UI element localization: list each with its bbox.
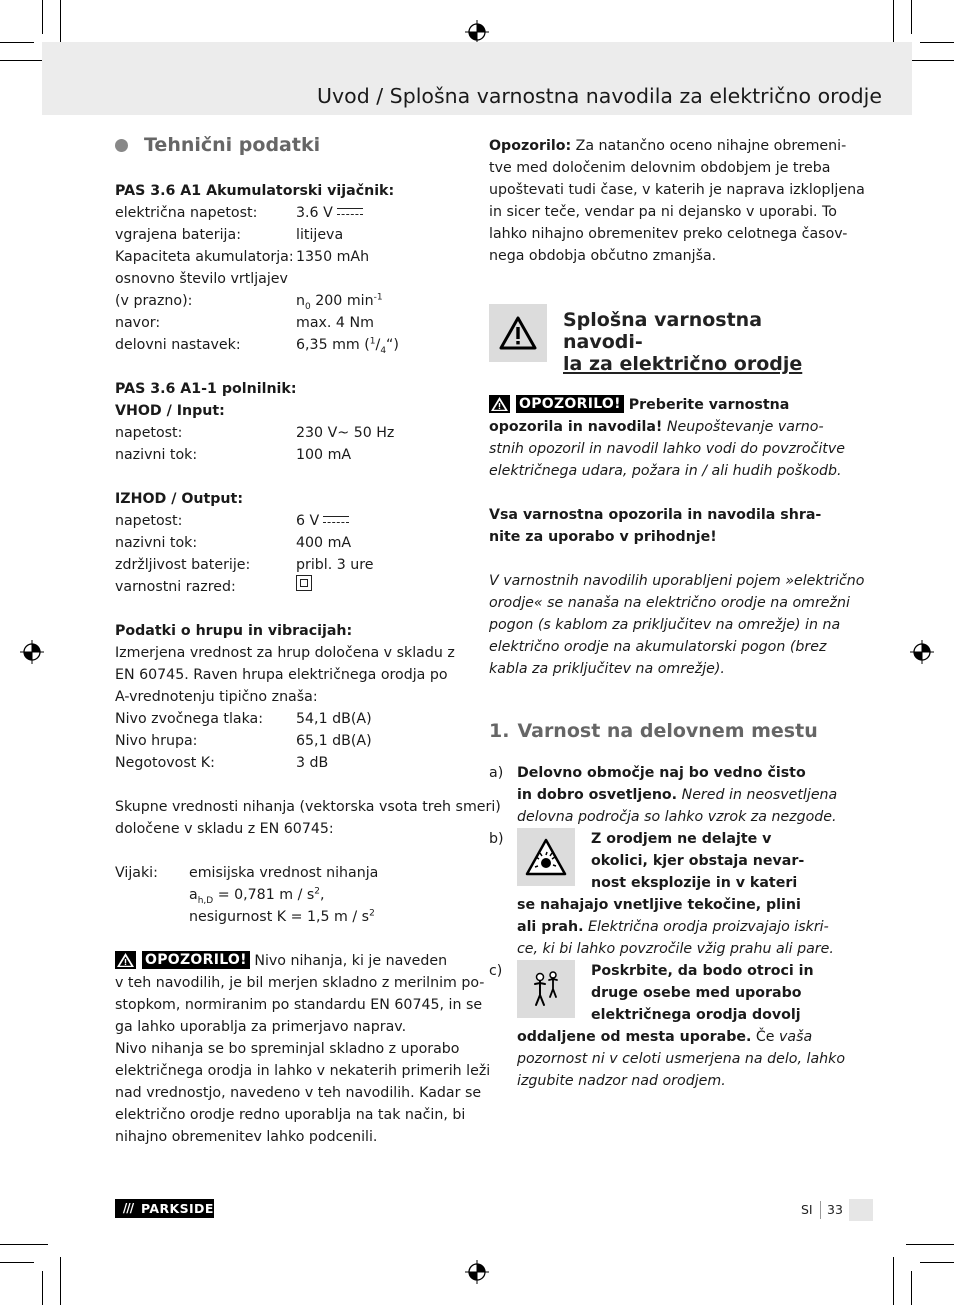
paragraph-line: ga lahko uporablja za primerjavo naprav. xyxy=(115,1019,407,1035)
paragraph-line: upoštevati tudi čase, v katerih je naprava izklopljena xyxy=(489,182,865,198)
dc-current-icon xyxy=(323,515,349,524)
paragraph-line: Nivo nihanja se bo spreminjal skladno z uporabo xyxy=(115,1041,460,1057)
input-heading: VHOD / Input: xyxy=(115,403,225,419)
spec-row: električna napetost: 3.6 V xyxy=(115,202,470,224)
crop-mark xyxy=(911,1271,912,1305)
spec-row: delovni nastavek: 6,35 mm $(^1/_4“)$ xyxy=(115,334,470,356)
right-column xyxy=(489,135,865,1092)
warning-triangle-icon xyxy=(115,951,136,969)
protection-class-ii-icon xyxy=(296,575,312,591)
divider xyxy=(820,1201,821,1219)
spec-row: napetost: 6 V xyxy=(115,510,470,532)
spec-row: Nivo hrupa: 65,1 dB(A) xyxy=(115,733,372,749)
keep-away-children-icon xyxy=(517,960,575,1018)
noise-heading: Podatki o hrupu in vibracijah: xyxy=(115,623,353,639)
spec-row: Negotovost K: 3 dB xyxy=(115,755,329,771)
paragraph-line: in sicer teče, vendar pa ni dejansko v uporabi. To xyxy=(489,204,837,220)
paragraph-line: EN 60745. Raven hrupa električnega orodja po xyxy=(115,667,448,683)
paragraph-line: V varnostnih navodilih uporabljeni pojem »električno xyxy=(489,573,865,589)
warning-paragraph: OPOZORILO! Preberite varnostna xyxy=(489,394,841,416)
list-item-body: Poskrbite, da bodo otroci in druge osebe med uporabo električnega orodja dovolj oddaljene od mesta uporabe. Če vaša pozornost ni v celoti usmerjena na delo, lahko izgubite nadzor nad orodjem. xyxy=(517,960,845,1092)
spec-value: $n_0$ 200 $\min^{-1}$ xyxy=(296,292,383,312)
paragraph-line: stopkom, normiranim po standardu EN 60745, in se xyxy=(115,997,483,1013)
warning-triangle-icon xyxy=(489,304,547,362)
crop-mark xyxy=(920,1262,954,1263)
warning-tag: OPOZORILO! xyxy=(489,395,624,413)
spec-row: zdržljivost baterije: pribl. 3 ure xyxy=(115,557,374,573)
list-item: b) Z orodjem ne delajte v okolici, kjer obstaja nevar- nost eksplozije in v kateri se nahajajo vnetljive tekočine, plini ali prah. Električna orodja proizvajajo iskri- ce, ki bi lahko povzročile vžig prahu ali pare. xyxy=(489,828,841,960)
output-heading: IZHOD / Output: xyxy=(115,491,243,507)
spec-row: vgrajena baterija: litijeva xyxy=(115,227,344,243)
paragraph-line: električnega orodja in lahko v nekaterih primerih leži xyxy=(115,1063,491,1079)
list-item: c) Poskrbite, da bodo otroci in druge osebe med uporabo električnega orodja dovolj oddaljene od mesta uporabe. Če vaša pozornost ni v celoti usmerjena na delo, lahko izgubite nadzor nad orodjem. xyxy=(489,960,841,1092)
paragraph-line: električno orodje na akumulatorski pogon (brez xyxy=(489,639,827,655)
paragraph-line: nega obdobja občutno zmanjša. xyxy=(489,248,717,264)
crop-mark xyxy=(0,1262,34,1263)
spec-row: nazivni tok: 100 mA xyxy=(115,447,352,463)
spec-row: varnostni razred: xyxy=(115,576,470,598)
parkside-logo: /// PARKSIDE xyxy=(115,1199,214,1218)
crop-mark xyxy=(906,1244,954,1245)
crop-mark xyxy=(0,60,48,61)
spec-label: osnovno število vrtljajev xyxy=(115,271,288,287)
paragraph-line: tve med določenim delovnim obdobjem je treba xyxy=(489,160,831,176)
bullet-icon xyxy=(115,139,128,152)
paragraph-line: električno orodje redno uporablja na tak način, bi xyxy=(115,1107,466,1123)
paragraph-line: določene v skladu z EN 60745: xyxy=(115,821,334,837)
registration-mark-icon xyxy=(910,640,934,664)
paragraph-line: opozorila in navodila! Neupoštevanje varno- xyxy=(489,419,824,435)
page-number: 33 xyxy=(827,1202,843,1217)
paragraph-line: električnega udara, požara in / ali hudih poškodb. xyxy=(489,463,842,479)
section-heading-workplace-safety: 1. Varnost na delovnem mestu xyxy=(489,720,818,742)
paragraph-line: nite za uporabo v prihodnje! xyxy=(489,529,717,545)
section-title-technical-data: Tehnični podatki xyxy=(144,134,321,156)
spec-row: navor: max. 4 Nm xyxy=(115,315,374,331)
crop-mark xyxy=(42,1271,43,1305)
note-paragraph: Opozorilo: Za natančno oceno nihajne obremeni- xyxy=(489,138,847,154)
explosion-hazard-icon xyxy=(517,828,575,886)
dc-current-icon xyxy=(337,207,363,216)
crop-mark xyxy=(0,42,34,43)
crop-mark xyxy=(60,0,61,48)
paragraph-line: Skupne vrednosti nihanja (vektorska vsota treh smeri) xyxy=(115,799,501,815)
crop-mark xyxy=(911,0,912,34)
language-code: SI xyxy=(801,1202,813,1217)
paragraph-line: orodje« se nanaša na električno orodje na omrežni xyxy=(489,595,850,611)
spec-value: 6 V xyxy=(296,510,349,532)
warning-tag: OPOZORILO! xyxy=(115,951,250,969)
registration-mark-icon xyxy=(20,640,44,664)
list-item-body: Z orodjem ne delajte v okolici, kjer obstaja nevar- nost eksplozije in v kateri se nahajajo vnetljive tekočine, plini ali prah. Električna orodja proizvajajo iskri- ce, ki bi lahko povzročile vžig prahu ali pare. xyxy=(517,828,834,960)
crop-mark xyxy=(0,1244,48,1245)
page-number-box xyxy=(849,1199,873,1221)
safety-section-header xyxy=(489,304,841,375)
section-heading xyxy=(115,132,470,158)
vibration-row: Vijaki: emisijska vrednost nihanja xyxy=(115,865,379,881)
spec-row: Nivo zvočnega tlaka: 54,1 dB(A) xyxy=(115,711,372,727)
paragraph-line: A-vrednotenju tipično znaša: xyxy=(115,689,318,705)
spec-row: napetost: 230 V~ 50 Hz xyxy=(115,425,395,441)
vibration-value: $a_{h,D} = 0,781$ m / $s^2$, xyxy=(189,886,325,906)
drill-heading: PAS 3.6 A1 Akumulatorski vijačnik: xyxy=(115,183,395,199)
crop-mark xyxy=(60,1257,61,1305)
paragraph-line: pogon (s kablom za priključitev na omrežje) in na xyxy=(489,617,841,633)
vibration-uncertainty: nesigurnost K = 1,5 m / $s^2$ xyxy=(189,908,375,925)
warning-paragraph: OPOZORILO! Nivo nihanja, ki je naveden xyxy=(115,950,470,972)
paragraph-line: nihajno obremenitev lahko podcenili. xyxy=(115,1129,378,1145)
list-item-body: Delovno območje naj bo vedno čisto in dobro osvetljeno. Nered in neosvetljena delovna področja so lahko vzrok za nezgode. xyxy=(517,765,838,825)
warning-triangle-icon xyxy=(489,395,510,413)
paragraph-line: lahko nihajno obremenitev preko celotnega časov- xyxy=(489,226,848,242)
paragraph-line: kabla za priključitev na omrežje). xyxy=(489,661,725,677)
spec-row: (v prazno): $n_0$ 200 $\min^{-1}$ xyxy=(115,290,470,312)
crop-mark xyxy=(906,60,954,61)
safety-section-title: Splošna varnostna navodi- la za električno orodje xyxy=(563,309,803,375)
paragraph-line: Vsa varnostna opozorila in navodila shra- xyxy=(489,507,822,523)
crop-mark xyxy=(42,0,43,34)
spec-value: 6,35 mm $(^1/_4“)$ xyxy=(296,336,399,356)
crop-mark xyxy=(920,42,954,43)
spec-row: nazivni tok: 400 mA xyxy=(115,535,352,551)
charger-heading: PAS 3.6 A1-1 polnilnik: xyxy=(115,381,297,397)
crop-mark xyxy=(893,0,894,48)
paragraph-line: stnih opozoril in navodil lahko vodi do povzročitve xyxy=(489,441,845,457)
page-title: Uvod / Splošna varnostna navodila za električno orodje xyxy=(317,84,882,108)
spec-row: Kapaciteta akumulatorja: 1350 mAh xyxy=(115,249,370,265)
left-column xyxy=(115,130,501,1148)
registration-mark-icon xyxy=(465,20,489,44)
paragraph-line: nad vrednostjo, navedeno v teh navodilih. Kadar se xyxy=(115,1085,482,1101)
spec-value: 3.6 V xyxy=(296,202,363,224)
paragraph-line: Izmerjena vrednost za hrup določena v skladu z xyxy=(115,645,455,661)
registration-mark-icon xyxy=(465,1260,489,1284)
list-item: a) Delovno območje naj bo vedno čisto in dobro osvetljeno. Nered in neosvetljena delovna področja so lahko vzrok za nezgode. xyxy=(489,762,841,828)
paragraph-line: v teh navodilih, je bil merjen skladno z merilnim po- xyxy=(115,975,485,991)
crop-mark xyxy=(893,1257,894,1305)
